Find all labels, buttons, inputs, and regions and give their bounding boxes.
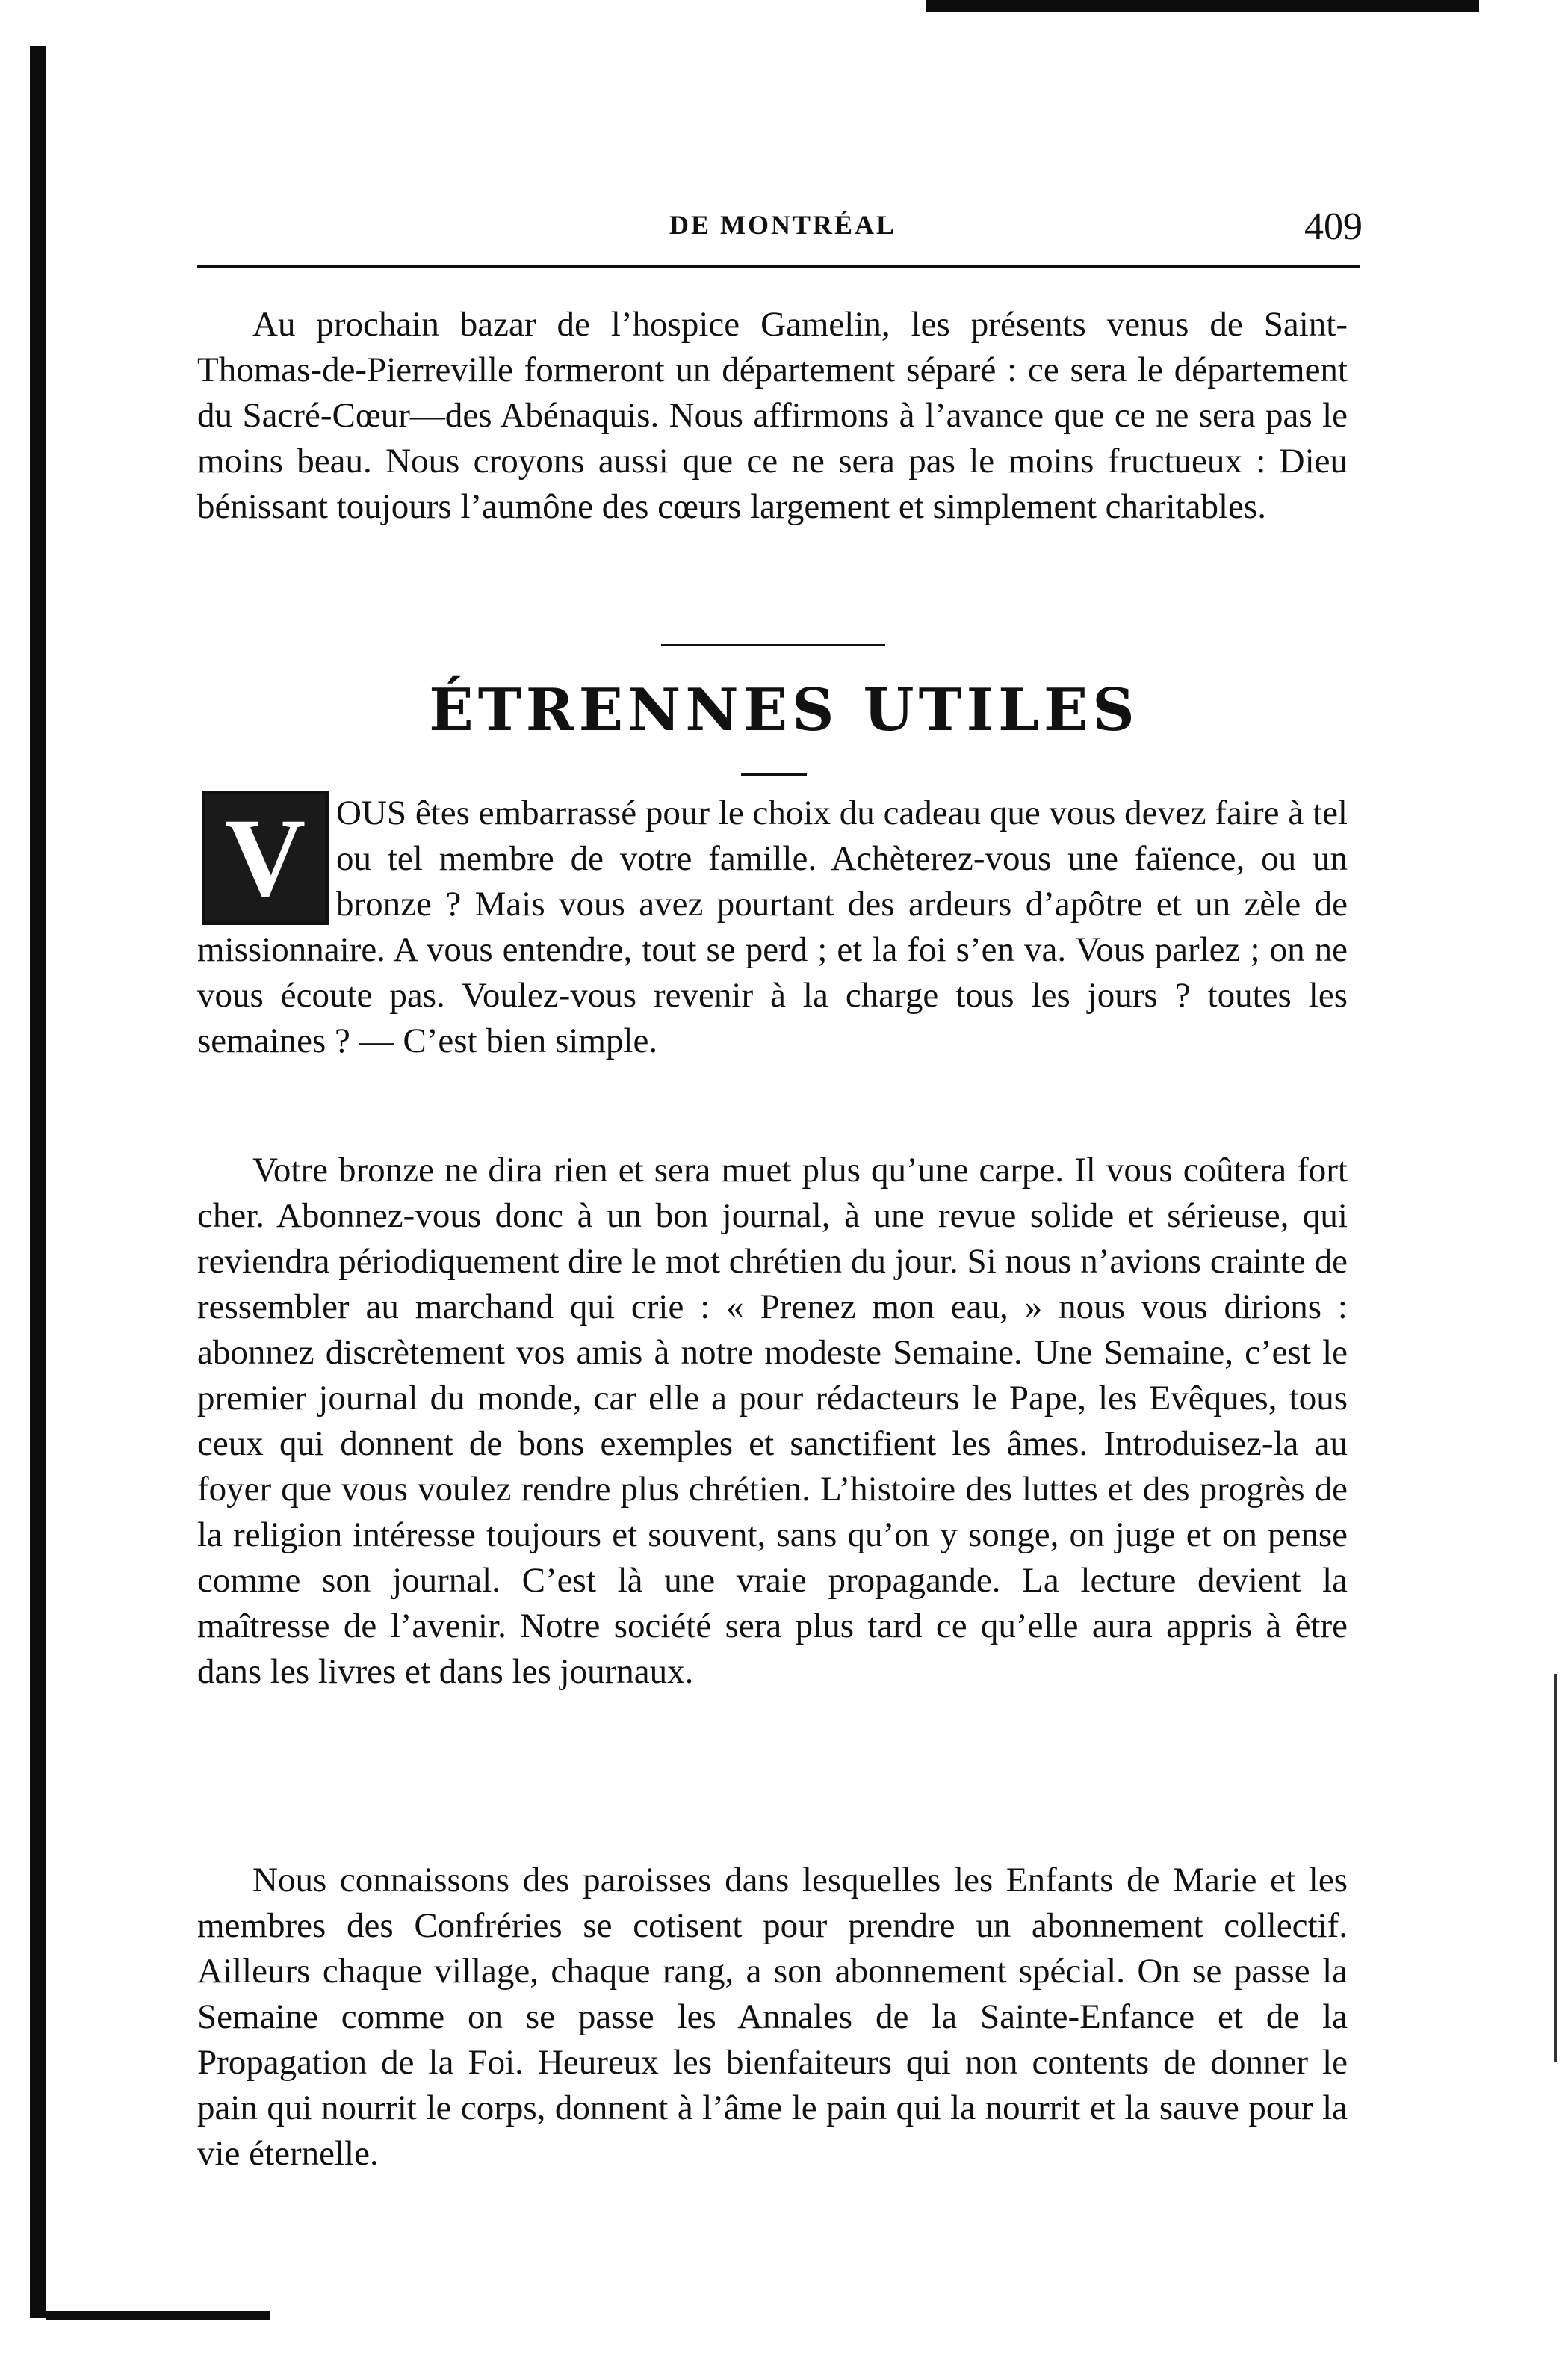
paragraph-bronze: Votre bronze ne dira rien et sera muet plus qu’une carpe. Il vous coûtera fort cher. Abonnez-vous donc à un bon journal, à une revue solide et sérieuse, qui reviendra périodiquement dire le mot chrétien du jour. Si nous n’avions crainte de ressembler au marchand qui crie : « Prenez mon eau, » nous vous dirions : abonnez discrètement vos amis à notre modeste Semaine. Une Semaine, c’est le premier journal du monde, car elle a pour rédacteurs le Pape, les Evêques, tous ceux qui donnent de bons exemples et sanctifient les âmes. Introduisez-la au foyer que vous voulez rendre plus chrétien. L’histoire des luttes et des progrès de la religion intéresse toujours et souvent, sans qu’on y songe, on juge et on pense comme son journal. C’est là une vraie propagande. La lecture devient la maîtresse de l’avenir. Notre société sera plus tard ce qu’elle aura appris à être dans les livres et dans les journaux. (197, 1151, 1348, 1691)
title-rule (741, 773, 807, 776)
running-head: DE MONTRÉAL (669, 210, 897, 240)
scan-edge-left (30, 46, 46, 2318)
paragraph-paroisses: Nous connaissons des paroisses dans lesquelles les Enfants de Marie et les membres des Confréries se cotisent pour prendre un abonnement collectif. Ailleurs chaque village, chaque rang, a son abonnement spécial. On se passe la Semaine comme on se passe les Annales de la Sainte-Enfance et de la Propagation de la Foi. Heureux les bienfaiteurs qui non contents de donner le pain qui nourrit le corps, donnent à l’âme le pain qui la nourrit et la sauve pour la vie éternelle. (197, 1861, 1348, 2173)
paragraph-etrennes-text: OUS êtes embarrassé pour le choix du cadeau que vous devez faire à tel ou tel membre de votre famille. Achèterez-vous une faïence, ou un bronze ? Mais vous avez pourtant des ardeurs d’apôtre et un zèle de missionnaire. A vous entendre, tout se perd ; et la foi s’en va. Vous parlez ; on ne vous écoute pas. Voulez-vous revenir à la charge tous les jours ? toutes les semaines ? — C’est bien simple. (197, 794, 1348, 1060)
section-title: ÉTRENNES UTILES (429, 676, 1139, 744)
scan-edge-top (926, 0, 1479, 12)
drop-cap-initial: V (202, 791, 329, 925)
drop-cap-space (197, 791, 336, 921)
scan-edge-right (1554, 1674, 1557, 2062)
paragraph-bazar: Au prochain bazar de l’hospice Gamelin, les présents venus de Saint-Thomas-de-Pierreville formeront un département séparé : ce sera le département du Sacré-Cœur—des Abénaquis. Nous affirmons à l’avance que ce ne sera pas le moins beau. Nous croyons aussi que ce ne sera pas le moins fructueux : Dieu bénissant toujours l’aumône des cœurs largement et simplement charitables. (197, 305, 1348, 526)
scan-edge-bottom (46, 2311, 270, 2320)
section-separator-rule (661, 644, 885, 646)
page-header (197, 205, 1363, 254)
page-number: 409 (1304, 205, 1363, 248)
header-rule (197, 265, 1360, 268)
paragraph-etrennes (197, 791, 1348, 1064)
